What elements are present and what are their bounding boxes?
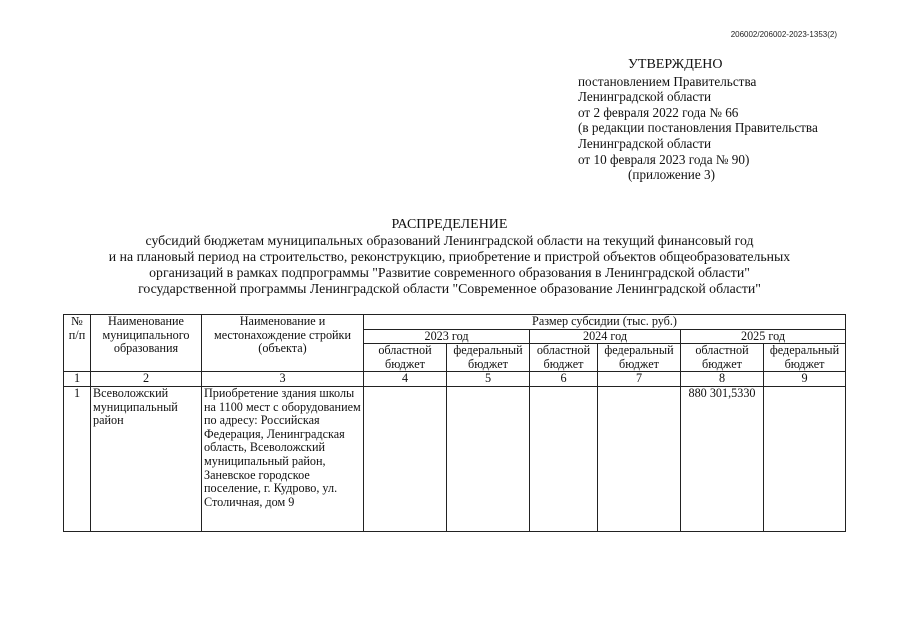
header-budget-federal: федеральный бюджет	[764, 344, 846, 372]
column-number: 2	[91, 372, 202, 387]
title-line: и на плановый период на строительство, реконструкцию, приобретение и пристрой объектов общеобразовательных	[108, 249, 791, 264]
table-row	[64, 386, 846, 531]
subsidy-table	[63, 314, 846, 532]
header-object: Наименование и местонахождение стройки (объекта)	[202, 315, 364, 372]
document-title: РАСПРЕДЕЛЕНИЕ	[391, 217, 508, 232]
title-line: государственной программы Ленинградской области "Современное образование Ленинградской области"	[138, 281, 761, 296]
header-subsidy: Размер субсидии (тыс. руб.)	[364, 315, 846, 330]
header-year-2024: 2024 год	[530, 329, 681, 344]
row-2024-federal	[598, 386, 681, 531]
row-2024-regional	[530, 386, 598, 531]
row-2023-regional	[364, 386, 447, 531]
column-number: 9	[764, 372, 846, 387]
header-budget-regional: областной бюджет	[681, 344, 764, 372]
column-number: 4	[364, 372, 447, 387]
row-2025-federal	[764, 386, 846, 531]
approval-line: Ленинградской области	[578, 135, 712, 151]
approval-line: от 2 февраля 2022 года № 66	[578, 104, 739, 120]
header-municipality: Наименование муниципального образования	[91, 315, 202, 372]
header-row	[64, 315, 846, 330]
approval-line: Ленинградской области	[578, 89, 712, 105]
column-number: 6	[530, 372, 598, 387]
row-municipality: Всеволожский муниципальный район	[91, 386, 202, 531]
column-number: 5	[447, 372, 530, 387]
title-line: субсидий бюджетам муниципальных образований Ленинградской области на текущий финансовый год	[145, 233, 754, 248]
approval-heading: УТВЕРЖДЕНО	[628, 57, 723, 72]
approval-line: постановлением Правительства	[578, 73, 757, 89]
approval-block	[578, 57, 878, 183]
header-budget-regional: областной бюджет	[364, 344, 447, 372]
header-year-2023: 2023 год	[364, 329, 530, 344]
column-number: 8	[681, 372, 764, 387]
approval-appendix: (приложение 3)	[628, 167, 715, 183]
title-line: организаций в рамках подпрограммы "Развитие современного образования в Ленинградской области"	[149, 265, 750, 280]
header-budget-federal: федеральный бюджет	[598, 344, 681, 372]
row-num: 1	[64, 386, 91, 531]
approval-line: (в редакции постановления Правительства	[578, 120, 818, 136]
column-number: 3	[202, 372, 364, 387]
header-budget-regional: областной бюджет	[530, 344, 598, 372]
column-number: 7	[598, 372, 681, 387]
column-number: 1	[64, 372, 91, 387]
header-num: № п/п	[64, 315, 91, 372]
header-budget-federal: федеральный бюджет	[447, 344, 530, 372]
approval-line: от 10 февраля 2023 года № 90)	[578, 151, 750, 167]
row-object: Приобретение здания школы на 1100 мест с оборудованием по адресу: Российская Федерация, Ленинградская область, Всеволожский муниципальный район, Заневское городское поселение, г. Кудрово, ул. Столичная, дом 9	[202, 386, 364, 531]
column-number-row	[64, 372, 846, 387]
header-year-2025: 2025 год	[681, 329, 846, 344]
row-2023-federal	[447, 386, 530, 531]
document-title-block	[0, 217, 899, 297]
document-number: 206002/206002-2023-1353(2)	[730, 30, 837, 39]
row-2025-regional: 880 301,5330	[681, 386, 764, 531]
